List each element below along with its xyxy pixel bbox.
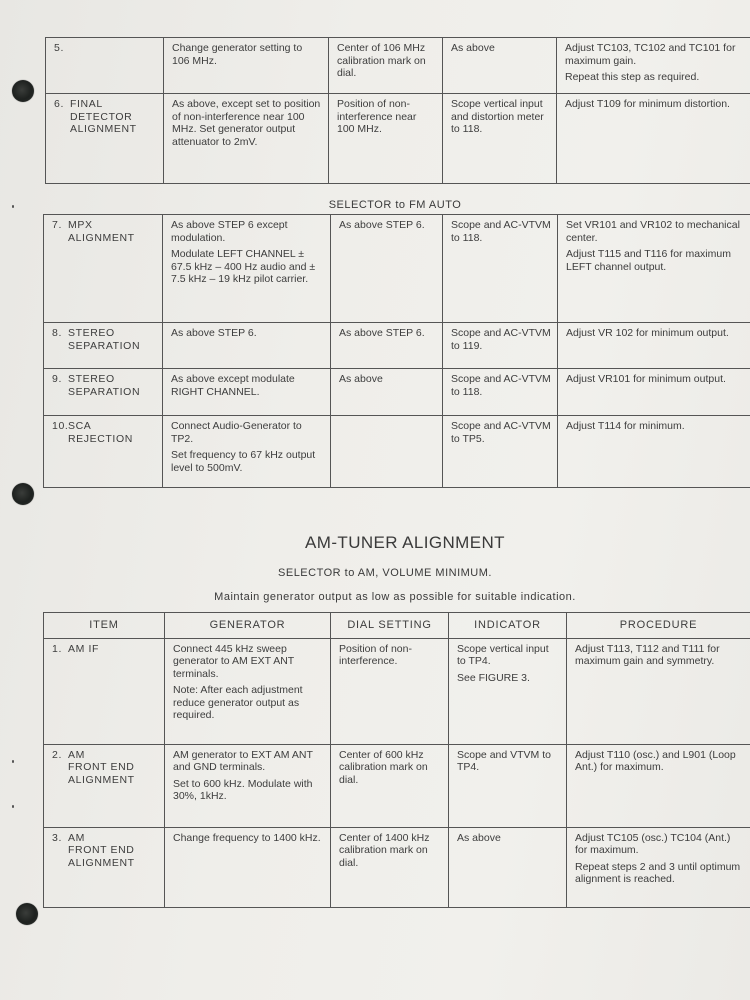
step-name-line: DETECTOR <box>70 110 133 123</box>
generator-cell <box>164 38 329 94</box>
procedure-cell <box>558 215 750 323</box>
am-header-procedure: PROCEDURE <box>567 613 750 639</box>
generator-cell <box>163 416 331 488</box>
generator-text: Change frequency to 1400 kHz. <box>173 831 321 844</box>
dial-text: As above <box>339 373 383 385</box>
am-header-dial-setting: DIAL SETTING <box>331 613 449 639</box>
paper-speck <box>12 805 14 808</box>
dial-cell <box>331 369 443 416</box>
step-name <box>68 643 99 656</box>
step-number: 7. <box>52 219 62 231</box>
step-name-line: SEPARATION <box>68 339 141 352</box>
step-name-line: AM <box>68 831 85 844</box>
dial-cell <box>331 215 443 323</box>
step-number: 1. <box>52 642 62 655</box>
step-name <box>68 749 135 787</box>
step-item-cell <box>44 744 165 827</box>
step-name <box>68 219 135 244</box>
generator-text: Modulate LEFT CHANNEL ± 67.5 kHz – 400 Hz audio and ± 7.5 kHz – 19 kHz pilot carrier. <box>171 248 316 285</box>
procedure-text: Set VR101 and VR102 to mechanical center. <box>566 219 740 244</box>
generator-text: Note: After each adjustment reduce generator output as required. <box>173 684 303 721</box>
procedure-cell <box>558 369 750 416</box>
step-item-cell <box>46 94 164 184</box>
generator-cell <box>163 323 331 369</box>
procedure-text: Adjust TC105 (osc.) TC104 (Ant.) for maximum. <box>575 831 731 856</box>
step-name-line: FRONT END <box>68 844 135 856</box>
step-name <box>70 98 137 136</box>
step-name <box>68 832 135 870</box>
paper-speck <box>12 205 14 208</box>
step-name-line: AM IF <box>68 642 99 655</box>
step-name-line: FRONT END <box>68 761 135 773</box>
generator-text: As above, except set to position of non-interference near 100 MHz. Set generator output attenuator to 2mV. <box>172 98 321 148</box>
generator-text: Set frequency to 67 kHz output level to 500mV. <box>171 449 316 474</box>
step-name-line: STEREO <box>68 373 115 385</box>
fm-auto-alignment-table <box>43 214 750 488</box>
indicator-text: As above <box>457 831 501 844</box>
fm-alignment-table-top <box>45 37 750 184</box>
generator-text: Connect Audio-Generator to TP2. <box>171 420 302 445</box>
table-row <box>46 38 750 94</box>
indicator-cell <box>449 744 567 827</box>
procedure-text: Adjust T109 for minimum distortion. <box>565 98 730 110</box>
table-row <box>44 369 750 416</box>
binder-hole-middle <box>12 483 34 505</box>
step-name-line: SEPARATION <box>68 385 141 398</box>
indicator-cell <box>443 38 557 94</box>
am-header-generator: GENERATOR <box>165 613 331 639</box>
indicator-cell <box>443 323 558 369</box>
step-number: 5. <box>54 42 64 54</box>
binder-hole-top <box>12 80 34 102</box>
dial-cell <box>331 416 443 488</box>
selector-fm-auto-label: SELECTOR to FM AUTO <box>328 199 462 211</box>
step-name-line: ALIGNMENT <box>68 231 135 244</box>
am-alignment-table <box>43 612 750 908</box>
step-name-line: FINAL <box>70 98 103 110</box>
step-item-cell <box>44 827 165 907</box>
indicator-cell <box>443 94 557 184</box>
indicator-cell <box>443 215 558 323</box>
dial-text: Center of 600 kHz calibration mark on dial. <box>339 748 428 786</box>
table-row <box>44 416 750 488</box>
step-name-line: REJECTION <box>68 432 133 445</box>
dial-cell <box>331 827 449 907</box>
step-number: 6. <box>54 98 64 110</box>
step-item-cell <box>44 416 163 488</box>
procedure-cell <box>558 323 750 369</box>
step-name-line: AM <box>68 748 85 761</box>
procedure-text: Adjust T110 (osc.) and L901 (Loop Ant.) for maximum. <box>575 748 736 773</box>
indicator-text: Scope and AC-VTVM to 118. <box>451 373 551 398</box>
generator-text: As above STEP 6 except modulation. <box>171 219 288 244</box>
step-item-cell <box>44 369 163 416</box>
procedure-cell <box>567 827 750 907</box>
procedure-text: Adjust T114 for minimum. <box>566 420 685 432</box>
dial-text: As above STEP 6. <box>339 327 425 339</box>
generator-text: Set to 600 kHz. Modulate with 30%, 1kHz. <box>173 777 313 802</box>
dial-text: As above STEP 6. <box>339 219 425 231</box>
dial-text: Center of 1400 kHz calibration mark on dial. <box>339 831 430 869</box>
procedure-cell <box>557 94 750 184</box>
am-table-header-row <box>44 613 750 639</box>
table-row <box>44 827 750 907</box>
step-name-line: ALIGNMENT <box>70 123 137 135</box>
procedure-cell <box>558 416 750 488</box>
indicator-cell <box>443 416 558 488</box>
am-generator-note: Maintain generator output as low as possible for suitable indication. <box>214 591 576 603</box>
indicator-text: As above <box>451 42 495 54</box>
indicator-text: Scope and VTVM to TP4. <box>457 748 551 773</box>
step-number: 9. <box>52 373 62 385</box>
procedure-text: Adjust TC103, TC102 and TC101 for maximum gain. <box>565 42 736 67</box>
am-tuner-alignment-title: AM-TUNER ALIGNMENT <box>305 533 505 552</box>
indicator-text: Scope and AC-VTVM to TP5. <box>451 420 551 445</box>
paper-speck <box>12 760 14 763</box>
dial-cell <box>331 744 449 827</box>
indicator-text: Scope and AC-VTVM to 119. <box>451 327 551 352</box>
am-selector-instruction: SELECTOR to AM, VOLUME MINIMUM. <box>278 567 492 579</box>
table-row <box>46 94 750 184</box>
generator-cell <box>165 744 331 827</box>
generator-cell <box>164 94 329 184</box>
generator-cell <box>165 638 331 744</box>
dial-text: Position of non-interference near 100 MHz. <box>337 98 417 135</box>
generator-text: AM generator to EXT AM ANT and GND terminals. <box>173 748 313 773</box>
am-header-indicator: INDICATOR <box>449 613 567 639</box>
indicator-cell <box>449 638 567 744</box>
dial-cell <box>329 38 443 94</box>
generator-cell <box>163 215 331 323</box>
generator-text: As above except modulate RIGHT CHANNEL. <box>171 373 295 398</box>
indicator-text: See FIGURE 3. <box>457 671 530 684</box>
step-name-line: MPX <box>68 219 93 231</box>
table-row <box>44 215 750 323</box>
step-name <box>68 373 140 398</box>
step-number: 10. <box>52 420 69 432</box>
table-row <box>44 744 750 827</box>
indicator-text: Scope vertical input and distortion meter to 118. <box>451 98 544 135</box>
step-name-line: SCA <box>68 420 92 432</box>
step-item-cell <box>44 215 163 323</box>
table-row <box>44 638 750 744</box>
procedure-text: Adjust VR 102 for minimum output. <box>566 327 729 339</box>
procedure-text: Repeat this step as required. <box>565 71 700 83</box>
procedure-text: Adjust T115 and T116 for maximum LEFT channel output. <box>566 248 731 273</box>
indicator-text: Scope vertical input to TP4. <box>457 642 549 667</box>
generator-text: Change generator setting to 106 MHz. <box>172 42 303 67</box>
procedure-cell <box>567 638 750 744</box>
step-number: 2. <box>52 748 62 761</box>
dial-text: Position of non-interference. <box>339 642 412 667</box>
generator-cell <box>163 369 331 416</box>
procedure-cell <box>557 38 750 94</box>
dial-cell <box>331 323 443 369</box>
step-name-line: STEREO <box>68 327 115 339</box>
generator-text: As above STEP 6. <box>171 327 257 339</box>
dial-cell <box>329 94 443 184</box>
step-item-cell <box>44 323 163 369</box>
procedure-text: Adjust VR101 for minimum output. <box>566 373 726 385</box>
indicator-cell <box>449 827 567 907</box>
procedure-text: Adjust T113, T112 and T111 for maximum gain and symmetry. <box>575 642 720 667</box>
procedure-cell <box>567 744 750 827</box>
step-name <box>68 327 140 352</box>
step-number: 3. <box>52 831 62 844</box>
dial-text: Center of 106 MHz calibration mark on dial. <box>337 42 426 79</box>
indicator-text: Scope and AC-VTVM to 118. <box>451 219 551 244</box>
step-number: 8. <box>52 327 62 339</box>
indicator-cell <box>443 369 558 416</box>
dial-cell <box>331 638 449 744</box>
step-name-line: ALIGNMENT <box>68 773 135 786</box>
generator-text: Connect 445 kHz sweep generator to AM EXT ANT terminals. <box>173 642 295 680</box>
am-header-item: ITEM <box>44 613 165 639</box>
step-item-cell <box>46 38 164 94</box>
step-name-line: ALIGNMENT <box>68 856 135 869</box>
step-name <box>68 420 133 445</box>
binder-hole-bottom <box>16 903 38 925</box>
generator-cell <box>165 827 331 907</box>
procedure-text: Repeat steps 2 and 3 until optimum alignment is reached. <box>575 860 741 885</box>
table-row <box>44 323 750 369</box>
step-item-cell <box>44 638 165 744</box>
